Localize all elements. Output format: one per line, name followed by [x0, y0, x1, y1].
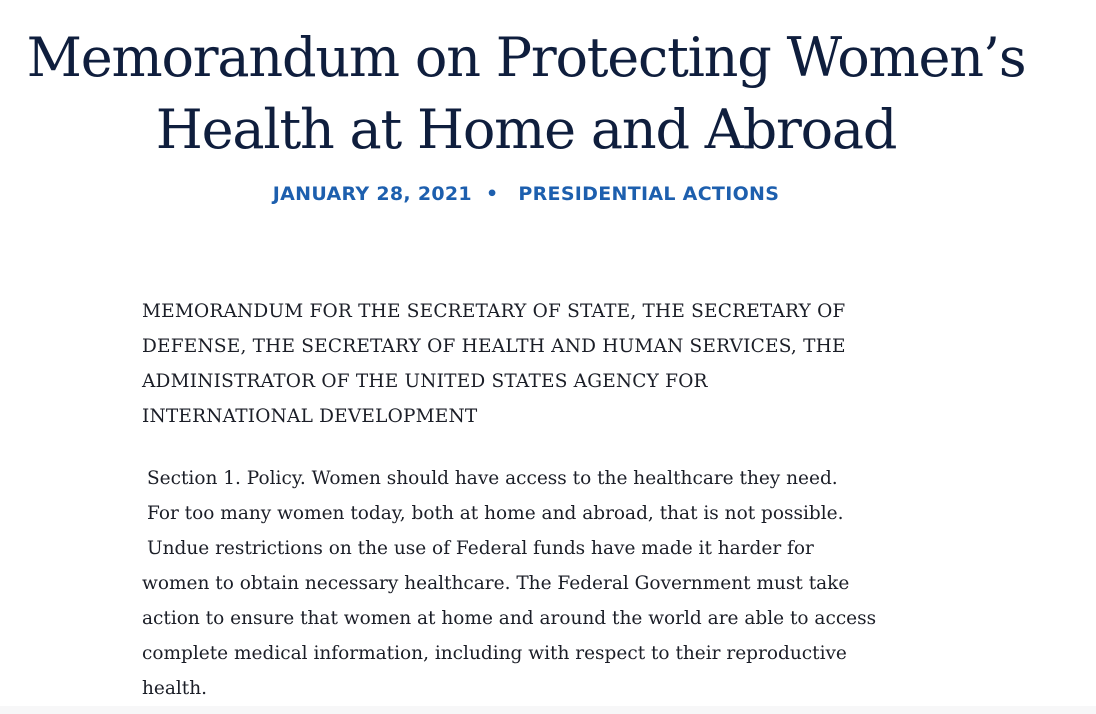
section-line: For too many women today, both at home and abroad, that is not possible.	[147, 503, 844, 524]
section-line: Section 1. Policy. Women should have access to the healthcare they need.	[147, 468, 838, 489]
category-link[interactable]: PRESIDENTIAL ACTIONS	[518, 183, 780, 205]
section-line: women to obtain necessary healthcare. The Federal Government must take	[142, 573, 850, 594]
addressee-paragraph	[142, 294, 912, 434]
section-line: health.	[142, 678, 208, 699]
post-meta	[0, 180, 1052, 208]
memo-body	[142, 294, 912, 706]
section-line: Undue restrictions on the use of Federal funds have made it harder for	[147, 538, 814, 559]
page-title-line-2: Health at Home and Abroad	[155, 98, 897, 161]
addressee-line: MEMORANDUM FOR THE SECRETARY OF STATE, THE SECRETARY OF	[142, 301, 846, 322]
meta-separator: •	[485, 183, 499, 205]
section-line: action to ensure that women at home and around the world are able to access	[142, 608, 877, 629]
section-1-paragraph	[142, 461, 912, 706]
post-date: JANUARY 28, 2021	[272, 183, 472, 205]
page-bottom-divider	[0, 706, 1096, 714]
page-title	[0, 22, 1052, 166]
addressee-line: ADMINISTRATOR OF THE UNITED STATES AGENCY FOR	[142, 371, 708, 392]
page-title-line-1: Memorandum on Protecting Women’s	[26, 26, 1026, 89]
addressee-line: INTERNATIONAL DEVELOPMENT	[142, 406, 478, 427]
section-line: complete medical information, including with respect to their reproductive	[142, 643, 847, 664]
addressee-line: DEFENSE, THE SECRETARY OF HEALTH AND HUMAN SERVICES, THE	[142, 336, 846, 357]
